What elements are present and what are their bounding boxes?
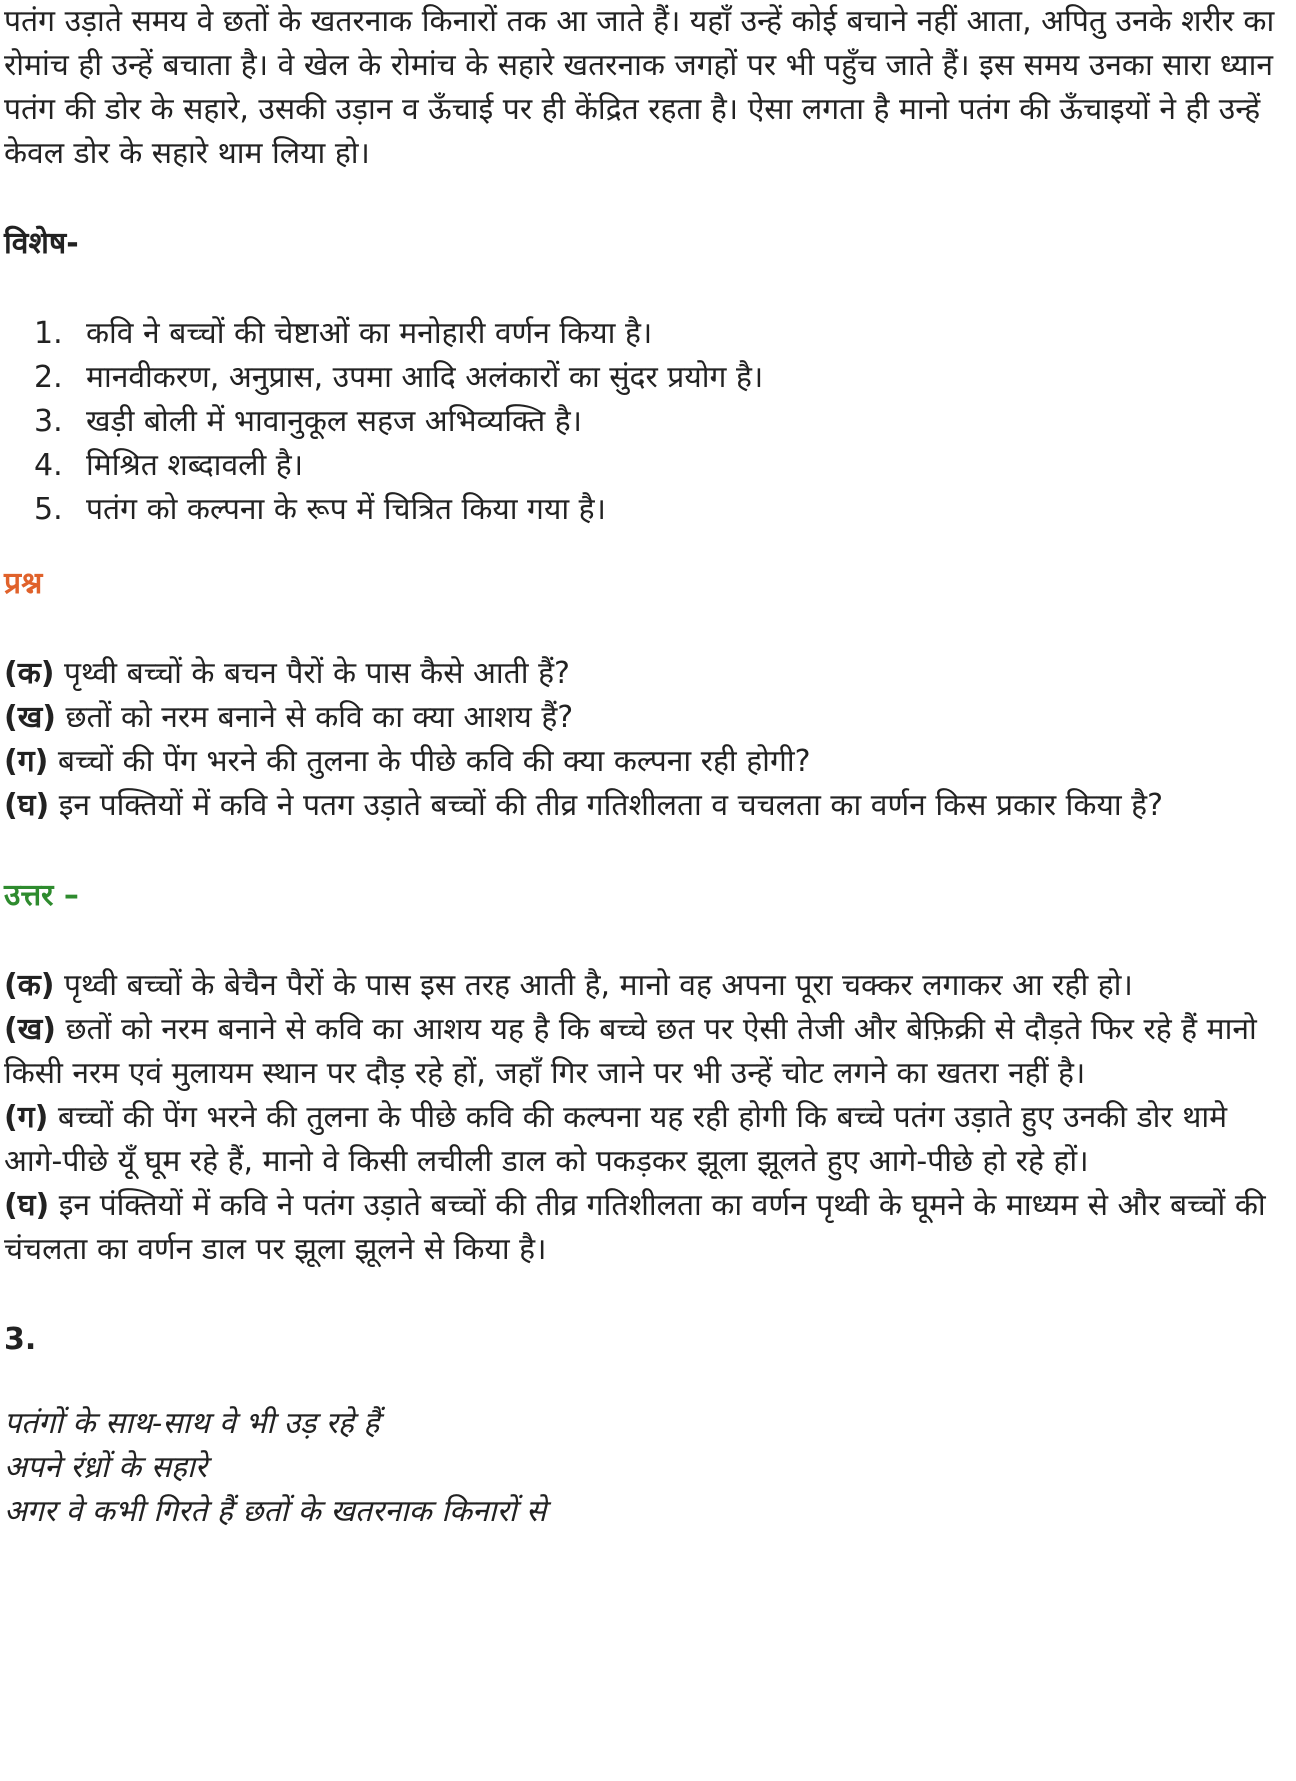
answer-text: पृथ्वी बच्चों के बेचैन पैरों के पास इस तरह आती है, मानो वह अपना पूरा चक्कर लगाकर आ रही हो।	[54, 968, 1133, 1003]
poem-line: अगर वे कभी गिरते हैं छतों के खतरनाक किनारों से	[4, 1494, 547, 1529]
answers-list	[4, 964, 1292, 1272]
questions-list	[4, 652, 1292, 828]
answer-tag: (ख)	[4, 1012, 56, 1047]
list-item	[4, 312, 1292, 356]
questions-heading: प्रश्न	[4, 566, 43, 601]
list-item-number: 1.	[34, 316, 63, 351]
poem-line: अपने रंध्रों के सहारे	[4, 1450, 207, 1485]
list-item-text: पतंग को कल्पना के रूप में चित्रित किया गया है।	[86, 492, 606, 527]
section-number: 3.	[4, 1322, 37, 1357]
question-item	[4, 740, 1292, 784]
question-text: छतों को नरम बनाने से कवि का क्या आशय हैं?	[55, 700, 574, 735]
answer-tag: (क)	[4, 968, 55, 1003]
answers-heading: उत्तर –	[4, 878, 79, 913]
list-item-number: 5.	[34, 492, 63, 527]
list-item-text: मानवीकरण, अनुप्रास, उपमा आदि अलंकारों का सुंदर प्रयोग है।	[86, 360, 764, 395]
question-item	[4, 784, 1292, 828]
list-item-text: खड़ी बोली में भावानुकूल सहज अभिव्यक्ति है।	[86, 404, 583, 439]
question-text: इन पक्तियों में कवि ने पतग उड़ाते बच्चों की तीव्र गतिशीलता व चचलता का वर्णन किस प्रकार किया है?	[49, 788, 1164, 823]
answer-item	[4, 964, 1292, 1008]
question-tag: (ख)	[4, 700, 56, 735]
answer-text: बच्चों की पेंग भरने की तुलना के पीछे कवि की कल्पना यह रही होगी कि बच्चे पतंग उड़ाते हुए उनकी डोर थामे आगे-पीछे यूँ घूम रहे हैं, मानो वे किसी लचीली डाल को पकड़कर झूला झूलते हुए आगे-पीछे हो रहे हों।	[4, 1100, 1228, 1179]
answer-tag: (घ)	[4, 1188, 50, 1223]
answer-item	[4, 1184, 1292, 1272]
special-list	[4, 312, 1292, 532]
list-item-text: कवि ने बच्चों की चेष्टाओं का मनोहारी वर्णन किया है।	[86, 316, 653, 351]
question-tag: (ग)	[4, 744, 49, 779]
list-item	[4, 488, 1292, 532]
list-item-number: 2.	[34, 360, 63, 395]
list-item	[4, 444, 1292, 488]
question-text: बच्चों की पेंग भरने की तुलना के पीछे कवि की क्या कल्पना रही होगी?	[48, 744, 811, 779]
list-item	[4, 356, 1292, 400]
answer-tag: (ग)	[4, 1100, 49, 1135]
list-item-text: मिश्रित शब्दावली है।	[86, 448, 304, 483]
answer-item	[4, 1008, 1292, 1096]
question-item	[4, 652, 1292, 696]
poem-line: पतंगों के साथ-साथ वे भी उड़ रहे हैं	[4, 1406, 380, 1441]
poem-block	[4, 1402, 1292, 1534]
intro-paragraph: पतंग उड़ाते समय वे छतों के खतरनाक किनारों तक आ जाते हैं। यहाँ उन्हें कोई बचाने नहीं आता, अपितु उनके शरीर का रोमांच ही उन्हें बचाता है। वे खेल के रोमांच के सहारे खतरनाक जगहों पर भी पहुँच जाते हैं। इस समय उनका सारा ध्यान पतंग की डोर के सहारे, उसकी उड़ान व ऊँचाई पर ही केंद्रित रहता है। ऐसा लगता है मानो पतंग की ऊँचाइयों ने ही उन्हें केवल डोर के सहारे थाम लिया हो।	[4, 4, 1275, 171]
special-heading: विशेष-	[4, 226, 79, 261]
question-tag: (क)	[4, 656, 55, 691]
answer-text: छतों को नरम बनाने से कवि का आशय यह है कि बच्चे छत पर ऐसी तेजी और बेफ़िक्री से दौड़ते फिर रहे हैं मानो किसी नरम एवं मुलायम स्थान पर दौड़ रहे हों, जहाँ गिर जाने पर भी उन्हें चोट लगने का खतरा नहीं है।	[4, 1012, 1257, 1091]
question-text: पृथ्वी बच्चों के बचन पैरों के पास कैसे आती हैं?	[54, 656, 570, 691]
list-item	[4, 400, 1292, 444]
answer-item	[4, 1096, 1292, 1184]
list-item-number: 3.	[34, 404, 63, 439]
answer-text: इन पंक्तियों में कवि ने पतंग उड़ाते बच्चों की तीव्र गतिशीलता का वर्णन पृथ्वी के घूमने के माध्यम से और बच्चों की चंचलता का वर्णन डाल पर झूला झूलने से किया है।	[4, 1188, 1266, 1267]
question-item	[4, 696, 1292, 740]
list-item-number: 4.	[34, 448, 63, 483]
question-tag: (घ)	[4, 788, 50, 823]
